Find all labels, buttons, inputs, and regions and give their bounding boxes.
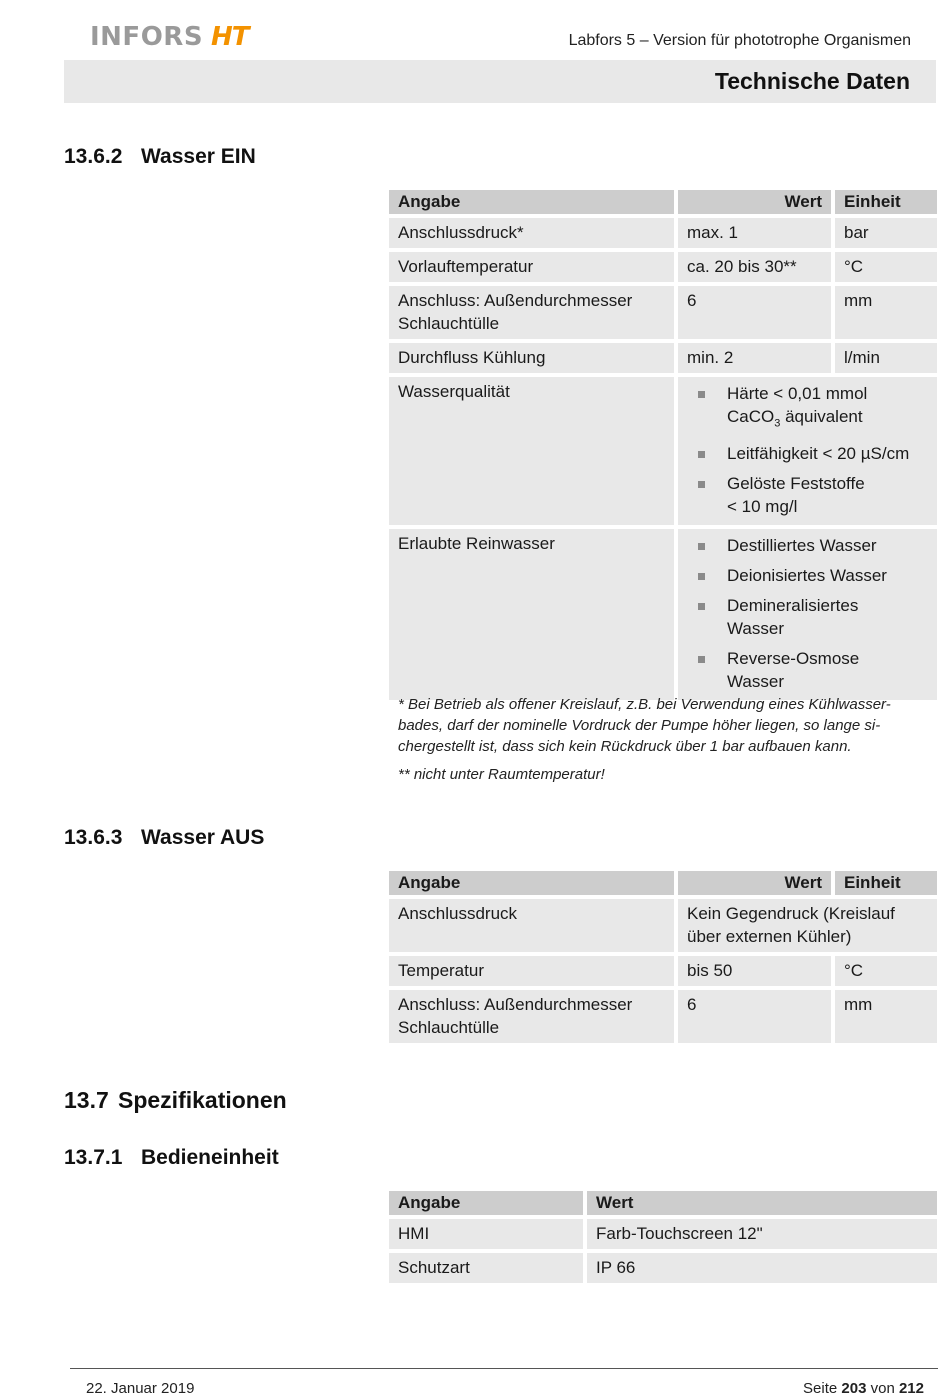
cell-line: Kein Gegendruck (Kreislauf: [687, 904, 895, 923]
table-header-row: [389, 190, 937, 218]
cell-line: Schlauchtülle: [398, 314, 500, 333]
cell-line: Anschluss: Außendurchmesser: [398, 995, 633, 1014]
cell-wert: 6: [678, 286, 835, 343]
table-row: [389, 1219, 937, 1253]
list-item: [687, 534, 928, 557]
bullet-list: [687, 534, 928, 693]
cell-wert-list: [678, 377, 937, 529]
page-mid: von: [866, 1380, 899, 1397]
header-band: [64, 60, 936, 103]
cell-line: über externen Kühler): [687, 927, 852, 946]
footnote-line: * Bei Betrieb als offener Kreislauf, z.B. bei Verwendung eines Kühlwasser-: [398, 696, 891, 713]
list-item-text: Destilliertes Wasser: [727, 536, 877, 556]
heading-number: 13.7: [64, 1087, 109, 1113]
cell-line: Anschluss: Außendurchmesser: [398, 291, 633, 310]
cell-angabe: Schutzart: [389, 1253, 587, 1287]
logo-ht: HT: [211, 22, 249, 52]
table-row: [389, 218, 937, 252]
header-einheit: Einheit: [835, 190, 937, 218]
header-angabe: Angabe: [389, 190, 678, 218]
cell-einheit: mm: [835, 286, 937, 343]
cell-einheit: bar: [835, 218, 937, 252]
table-row: [389, 252, 937, 286]
bullet-square-icon: [698, 451, 705, 458]
cell-einheit: °C: [835, 252, 937, 286]
table-row: [389, 990, 937, 1047]
list-item-text: Leitfähigkeit < 20 µS/cm: [727, 444, 910, 464]
document-subtitle: Labfors 5 – Version für phototrophe Organismen: [568, 32, 911, 49]
list-item-text: Reverse-Osmose: [727, 649, 860, 669]
header-angabe: Angabe: [389, 1191, 587, 1219]
footer-date: 22. Januar 2019: [86, 1380, 195, 1397]
cell-einheit: l/min: [835, 343, 937, 377]
table-header-row: [389, 871, 937, 899]
table-header-row: [389, 1191, 937, 1219]
bullet-square-icon: [698, 543, 705, 550]
heading-text: Wasser AUS: [141, 826, 265, 849]
footer-divider: [70, 1368, 938, 1369]
list-item-text: Gelöste Feststoffe: [727, 474, 865, 494]
list-item: [687, 564, 928, 587]
list-item: [687, 442, 928, 465]
header-einheit: Einheit: [835, 871, 937, 899]
heading-number: 13.6.2: [64, 145, 123, 168]
cell-einheit: °C: [835, 956, 937, 990]
bullet-square-icon: [698, 391, 705, 398]
cell-wert: IP 66: [587, 1253, 937, 1287]
bullet-square-icon: [698, 603, 705, 610]
heading-number: 13.6.3: [64, 826, 123, 849]
table-row: [389, 286, 937, 343]
caco-subscript: 3: [774, 417, 781, 430]
cell-angabe: HMI: [389, 1219, 587, 1253]
list-item: [687, 472, 928, 518]
heading-text: Bedieneinheit: [141, 1146, 279, 1169]
cell-wert-list: [678, 529, 937, 704]
table-row: [389, 343, 937, 377]
caco-text: CaCO: [727, 407, 775, 426]
caco-suffix: äquivalent: [780, 407, 863, 426]
heading-spezifikationen: [64, 1087, 287, 1114]
cell-line: Schlauchtülle: [398, 1018, 500, 1037]
table-row: [389, 899, 937, 956]
heading-text: Spezifikationen: [118, 1087, 287, 1113]
table-row: [389, 956, 937, 990]
header-wert: Wert: [678, 190, 835, 218]
page-total: 212: [898, 1380, 924, 1397]
heading-wasser-aus: [64, 826, 264, 850]
heading-wasser-ein: [64, 145, 256, 169]
cell-angabe: Wasserqualität: [389, 377, 678, 529]
cell-einheit: mm: [835, 990, 937, 1047]
bullet-square-icon: [698, 481, 705, 488]
footnote-vordruck: [398, 694, 938, 757]
list-item-text: < 10 mg/l: [727, 497, 798, 517]
bullet-list: [687, 382, 928, 518]
list-item: [687, 647, 928, 693]
list-item: [687, 382, 928, 435]
infors-ht-logo: [90, 22, 249, 52]
list-item-text: Deionisiertes Wasser: [727, 566, 887, 586]
cell-wert: max. 1: [678, 218, 835, 252]
cell-wert: 6: [678, 990, 835, 1047]
list-item-text: Wasser: [727, 619, 784, 639]
table-row: [389, 1253, 937, 1287]
page-title: Technische Daten: [714, 68, 910, 94]
cell-angabe: Temperatur: [389, 956, 678, 990]
cell-angabe: Durchfluss Kühlung: [389, 343, 678, 377]
header-wert: Wert: [587, 1191, 937, 1219]
bullet-square-icon: [698, 656, 705, 663]
footnote-line: bades, darf der nominelle Vordruck der Pumpe höher liegen, so lange si-: [398, 717, 881, 734]
table-row-wasserqualitaet: [389, 377, 937, 529]
footnote-line: chergestellt ist, dass sich kein Rückdruck über 1 bar aufbauen kann.: [398, 738, 852, 755]
table-wasser-ein: [389, 190, 937, 704]
cell-wert: min. 2: [678, 343, 835, 377]
footer-page-number: [803, 1380, 924, 1397]
list-item-text: Demineralisiertes: [727, 596, 859, 616]
heading-text: Wasser EIN: [141, 145, 256, 168]
list-item: [687, 594, 928, 640]
table-wasser-aus: [389, 871, 937, 1047]
cell-angabe: Vorlauftemperatur: [389, 252, 678, 286]
list-item-text: Wasser: [727, 672, 784, 692]
cell-angabe: Anschlussdruck: [389, 899, 678, 956]
page-prefix: Seite: [803, 1380, 842, 1397]
cell-wert: ca. 20 bis 30**: [678, 252, 835, 286]
cell-wert: [678, 899, 937, 956]
cell-angabe: Anschlussdruck*: [389, 218, 678, 252]
table-bedieneinheit: [389, 1191, 937, 1287]
logo-text: INFORS: [90, 22, 204, 52]
heading-number: 13.7.1: [64, 1146, 123, 1169]
cell-wert: Farb-Touchscreen 12": [587, 1219, 937, 1253]
cell-angabe: [389, 286, 678, 343]
header-angabe: Angabe: [389, 871, 678, 899]
cell-angabe: Erlaubte Reinwasser: [389, 529, 678, 704]
cell-wert: bis 50: [678, 956, 835, 990]
bullet-square-icon: [698, 573, 705, 580]
cell-angabe: [389, 990, 678, 1047]
list-item-text: [727, 405, 928, 435]
heading-bedieneinheit: [64, 1146, 279, 1170]
footnote-raumtemperatur: ** nicht unter Raumtemperatur!: [398, 766, 605, 783]
table-row-reinwasser: [389, 529, 937, 704]
list-item-text: Härte < 0,01 mmol: [727, 384, 868, 403]
page-current: 203: [841, 1380, 867, 1397]
header-wert: Wert: [678, 871, 835, 899]
